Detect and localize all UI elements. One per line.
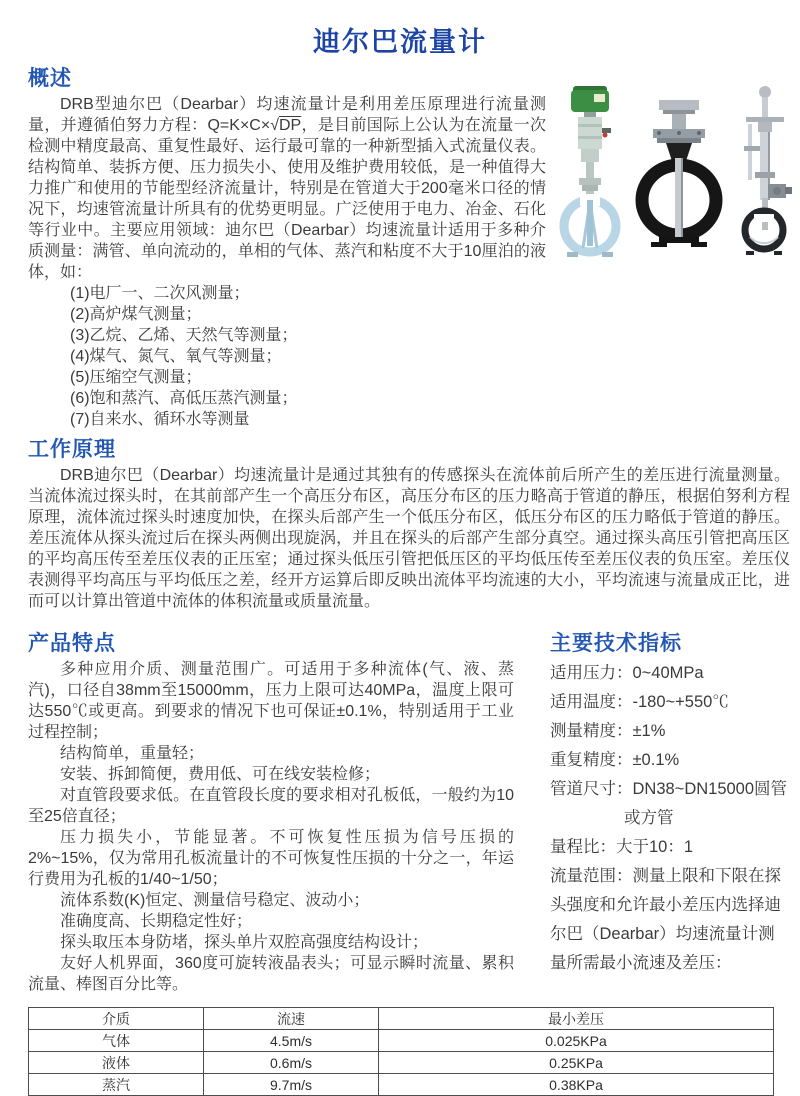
spec-flow-range (550, 862, 790, 978)
slim-probe-flowmeter-photo (732, 84, 794, 258)
table-row (29, 1074, 774, 1096)
table-row (29, 1030, 774, 1052)
specs-section (514, 624, 790, 995)
spec-label: 管道尺寸： (550, 780, 633, 798)
table-row (29, 1052, 774, 1074)
spec-pipe-size (550, 775, 790, 804)
spec-value: DN38~DN15000圆管 (632, 780, 788, 798)
cell-min-dp: 0.38KPa (379, 1074, 774, 1096)
feature-item: 对直管段要求低。在直管段长度的要求相对孔板低，一般约为10至25倍直径； (28, 787, 514, 825)
principle-section (0, 439, 800, 612)
spec-temperature (550, 688, 790, 717)
spec-label: 量程比： (550, 838, 616, 856)
spec-pipe-size-cont (550, 804, 790, 833)
application-item: (4)煤气、氮气、氧气等测量； (70, 348, 282, 365)
feature-item: 多种应用介质、测量范围广。可适用于多种流体(气、液、蒸汽)，口径自38mm至15000mm，压力上限可达40MPa，温度上限可达550℃或更高。到要求的情况下也可保证±0.1%，特别适用于工业过程控制； (28, 661, 514, 741)
application-item: (6)饱和蒸汽、高低压蒸汽测量； (70, 390, 298, 407)
spec-value: -180~+550℃ (632, 693, 729, 711)
col-header-min-dp: 最小差压 (379, 1008, 774, 1030)
black-ring-flowmeter-photo (629, 98, 729, 250)
application-list (28, 283, 790, 430)
spec-accuracy (550, 717, 790, 746)
min-velocity-differential-pressure-table (28, 1007, 774, 1096)
features-heading: 产品特点 (28, 632, 116, 655)
features-section (28, 624, 514, 995)
application-item: (7)自来水、循环水等测量 (70, 411, 250, 428)
principle-paragraph: DRB迪尔巴（Dearbar）均速流量计是通过其独有的传感探头在流体前后所产生的差压进行流量测量。当流体流过探头时，在其前部产生一个高压分布区，高压分布区的压力略高于管道的静压，根据伯努利方程原理，流体流过探头时速度加快，在探头后部产生一个低压分布区，低压分布区的压力略低于管道的静压。差压流体从探头流过后在探头两侧出现旋涡，并且在探头的后部产生部分真空。通过探头高压引管把高压区的平均高压传至差压仪表的正压室；通过探头低压引管把低压区的平均低压传至差压仪表的负压室。差压仪表测得平均高压与平均低压之差，经开方运算后即反映出流体平均流速的大小，平均流速与流量成正比，进而可以计算出管道中流体的体积流量或质量流量。 (28, 467, 790, 610)
feature-item: 安装、拆卸简便，费用低、可在线安装检修； (60, 766, 381, 783)
overview-heading: 概述 (28, 67, 72, 90)
application-item: (1)电厂一、二次风测量； (70, 285, 250, 302)
col-header-medium: 介质 (29, 1008, 204, 1030)
application-item: (2)高炉煤气测量； (70, 306, 202, 323)
cell-velocity: 0.6m/s (204, 1052, 379, 1074)
features-and-specs (0, 624, 800, 995)
table-header-row (29, 1008, 774, 1030)
cell-velocity: 9.7m/s (204, 1074, 379, 1096)
spec-value: 测量上限和下限在探头强度和允许最小差压内选择迪尔巴（Dearbar）均速流量计测量所需最小流速及差压： (550, 867, 781, 972)
spec-label: 适用温度： (550, 693, 633, 711)
feature-item: 结构简单，重量轻； (60, 745, 205, 762)
spec-value: 0~40MPa (632, 664, 704, 682)
application-item: (5)压缩空气测量； (70, 369, 202, 386)
page-title: 迪尔巴流量计 (313, 27, 487, 57)
cell-medium: 液体 (29, 1052, 204, 1074)
spec-label: 测量精度： (550, 722, 633, 740)
flowmeter-green-transmitter-photo (556, 78, 626, 260)
spec-value: 或方管 (624, 809, 674, 827)
formula-radicand: DP (278, 117, 302, 134)
cell-medium: 气体 (29, 1030, 204, 1052)
spec-pressure (550, 659, 790, 688)
specs-heading: 主要技术指标 (550, 632, 682, 655)
feature-item: 探头取压本身防堵，探头单片双腔高强度结构设计； (60, 934, 429, 951)
feature-item: 友好人机界面，360度可旋转液晶表头；可显示瞬时流量、累积流量、棒图百分比等。 (28, 955, 514, 993)
feature-item: 压力损失小，节能显著。不可恢复性压损为信号压损的2%~15%，仅为常用孔板流量计的不可恢复性压损的十分之一，年运行费用为孔板的1/40~1/50； (28, 829, 514, 888)
cell-velocity: 4.5m/s (204, 1030, 379, 1052)
feature-item: 流体系数(K)恒定、测量信号稳定、波动小； (60, 892, 370, 909)
spec-repeatability (550, 746, 790, 775)
feature-item: 准确度高、长期稳定性好； (60, 913, 253, 930)
spec-turndown-ratio (550, 833, 790, 862)
cell-medium: 蒸汽 (29, 1074, 204, 1096)
spec-value: 大于10：1 (616, 838, 694, 856)
spec-label: 适用压力： (550, 664, 633, 682)
spec-label: 流量范围： (550, 867, 633, 885)
overview-text-after-formula: ，是目前国际上公认为在流量一次检测中精度最高、重复性最好、运行最可靠的一种新型插入式流量仪表。结构简单、装拆方便、压力损失小、使用及维护费用较低，是一种值得大力推广和使用的节能型经济流量计，特别是在管道大于200毫米口径的情况下，均速管流量计所具有的优势更明显。广泛使用于电力、冶金、石化等行业中。主要应用领域：迪尔巴（Dearbar）均速流量计适用于多种介质测量：满管、单向流动的，单相的气体、蒸汽和粘度不大于10厘泊的液体，如： (28, 117, 546, 281)
col-header-velocity: 流速 (204, 1008, 379, 1030)
application-item: (3)乙烷、乙烯、天然气等测量； (70, 327, 298, 344)
cell-min-dp: 0.25KPa (379, 1052, 774, 1074)
spec-label: 重复精度： (550, 751, 633, 769)
principle-heading: 工作原理 (28, 438, 116, 461)
spec-value: ±1% (632, 722, 666, 740)
product-photos (556, 78, 794, 262)
overview-section (0, 68, 800, 430)
overview-text-before-formula: DRB型迪尔巴（Dearbar）均速流量计是利用差压原理进行流量测量，并遵循伯努力方程：Q=K×C×√ (28, 96, 546, 134)
spec-value: ±0.1% (632, 751, 680, 769)
cell-min-dp: 0.025KPa (379, 1030, 774, 1052)
